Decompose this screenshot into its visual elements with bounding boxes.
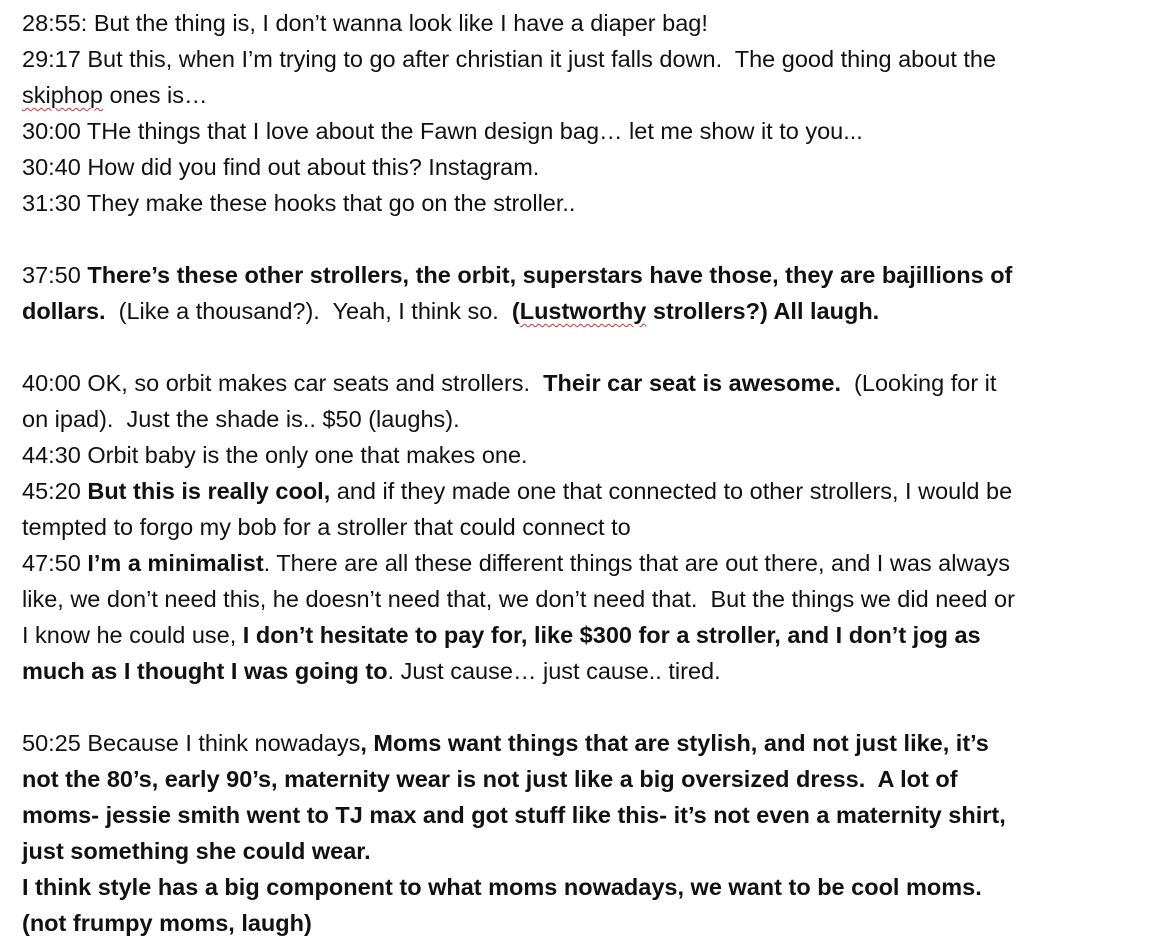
bold-text: strollers?) All laugh.: [646, 298, 880, 324]
transcript-line: [22, 293, 1162, 329]
transcript-line: [22, 905, 1162, 941]
transcript-line: [22, 725, 1162, 761]
line-text: 40:00 OK, so orbit makes car seats and strollers.: [22, 370, 544, 396]
transcript-line: [22, 437, 1162, 473]
timestamp-text: 37:50: [22, 262, 88, 288]
transcript-document: [22, 5, 1162, 941]
transcript-line: [22, 617, 1162, 653]
transcript-line: [22, 149, 1162, 185]
timestamp-text: 45:20: [22, 478, 88, 504]
line-text: 44:30 Orbit baby is the only one that makes one.: [22, 442, 528, 468]
bold-text: (not frumpy moms, laugh): [22, 910, 312, 936]
transcript-line: [22, 869, 1162, 905]
line-text: 30:40 How did you find out about this? Instagram.: [22, 154, 540, 180]
blank-line: [22, 689, 1162, 725]
line-text: 29:17 But this, when I’m trying to go after christian it just falls down. The good thing about the: [22, 46, 997, 72]
line-text: . Just cause… just cause.. tired.: [387, 658, 721, 684]
timestamp-text: 47:50: [22, 550, 88, 576]
transcript-line: [22, 833, 1162, 869]
transcript-line: [22, 509, 1162, 545]
transcript-line: [22, 113, 1162, 149]
line-text: 31:30 They make these hooks that go on the stroller..: [22, 190, 576, 216]
blank-line: [22, 329, 1162, 365]
transcript-line: [22, 41, 1162, 77]
transcript-line: [22, 77, 1162, 113]
line-text: (Looking for it: [840, 370, 997, 396]
line-text: . There are all these different things that are out there, and I was always: [263, 550, 1010, 576]
bold-text: , Moms want things that are stylish, and not just like, it’s: [360, 730, 989, 756]
transcript-line: [22, 797, 1162, 833]
line-text: tempted to forgo my bob for a stroller that could connect to: [22, 514, 631, 540]
bold-text: I don’t hesitate to pay for, like $300 for a stroller, and I don’t jog as: [242, 622, 981, 648]
bold-text: not the 80’s, early 90’s, maternity wear is not just like a big oversized dress. A lot of: [22, 766, 958, 792]
transcript-line: [22, 653, 1162, 689]
transcript-line: [22, 185, 1162, 221]
transcript-line: [22, 5, 1162, 41]
line-text: (Like a thousand?). Yeah, I think so.: [105, 298, 512, 324]
bold-text: moms- jessie smith went to TJ max and got stuff like this- it’s not even a maternity shirt,: [22, 802, 1006, 828]
line-text: 50:25 Because I think nowadays: [22, 730, 361, 756]
bold-text: much as I thought I was going to: [22, 658, 388, 684]
line-text: and if they made one that connected to other strollers, I would be: [330, 478, 1013, 504]
misspelled-word[interactable]: Lustworthy: [519, 298, 647, 324]
bold-text: just something she could wear.: [22, 838, 371, 864]
transcript-line: [22, 473, 1162, 509]
bold-text: There’s these other strollers, the orbit, superstars have those, they are bajillions of: [87, 262, 1013, 288]
transcript-line: [22, 581, 1162, 617]
line-text: 30:00 THe things that I love about the Fawn design bag… let me show it to you...: [22, 118, 863, 144]
bold-text: Their car seat is awesome.: [543, 370, 841, 396]
line-text: 28:55: But the thing is, I don’t wanna look like I have a diaper bag!: [22, 10, 708, 36]
line-text: ones is…: [103, 82, 208, 108]
transcript-line: [22, 401, 1162, 437]
transcript-line: [22, 761, 1162, 797]
bold-text: dollars.: [22, 298, 106, 324]
line-text: I know he could use,: [22, 622, 243, 648]
bold-text: (: [511, 298, 520, 324]
bold-text: I think style has a big component to what moms nowadays, we want to be cool moms.: [22, 874, 982, 900]
line-text: like, we don’t need this, he doesn’t need that, we don’t need that. But the things we did need or: [22, 586, 1015, 612]
misspelled-word[interactable]: skiphop: [22, 82, 103, 108]
transcript-line: [22, 545, 1162, 581]
bold-text: But this is really cool,: [87, 478, 331, 504]
bold-text: I’m a minimalist: [87, 550, 264, 576]
line-text: on ipad). Just the shade is.. $50 (laughs).: [22, 406, 460, 432]
transcript-line: [22, 257, 1162, 293]
transcript-line: [22, 365, 1162, 401]
blank-line: [22, 221, 1162, 257]
